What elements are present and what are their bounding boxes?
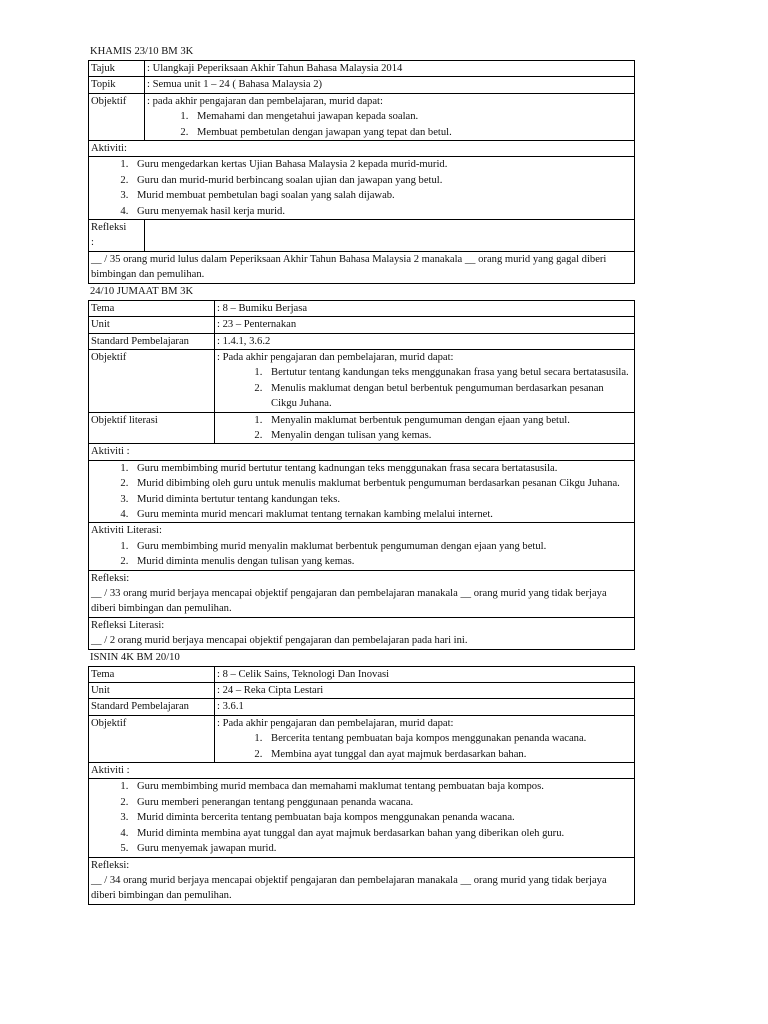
lesson1-row-aktiviti xyxy=(89,141,635,157)
objektif-intro: : pada akhir pengajaran dan pembelajaran, murid dapat: xyxy=(147,95,383,107)
lesson3-row-aktiviti xyxy=(89,763,635,779)
standard-value: : 3.6.1 xyxy=(215,699,635,715)
list-item: 1. Bercerita tentang pembuatan baja kompos menggunakan penanda wacana. xyxy=(265,731,632,746)
tema-value: : 8 – Celik Sains, Teknologi Dan Inovasi xyxy=(215,666,635,682)
aktiviti-cell xyxy=(89,141,635,157)
aktiviti-literasi-cell xyxy=(89,523,635,570)
objektif-intro: : Pada akhir pengajaran dan pembelajaran, murid dapat: xyxy=(217,717,454,729)
lesson3-row-standard xyxy=(89,699,635,715)
list-item: 2. Menyalin dengan tulisan yang kemas. xyxy=(265,428,632,443)
unit-value: : 23 – Penternakan xyxy=(215,317,635,333)
list-item: 2. Membuat pembetulan dengan jawapan yang tepat dan betul. xyxy=(191,125,632,140)
tema-label: Tema xyxy=(89,666,215,682)
refleksi-empty xyxy=(145,220,635,252)
lesson3-heading: ISNIN 4K BM 20/10 xyxy=(90,651,180,663)
list-item: 1. Guru membimbing murid menyalin maklumat berbentuk pengumuman dengan ejaan yang betul. xyxy=(131,539,632,554)
lesson2-row-tema xyxy=(89,300,635,316)
aktiviti-label: Aktiviti: xyxy=(91,143,127,155)
refleksi-literasi-label: Refleksi Literasi: xyxy=(91,619,165,631)
aktiviti-cell xyxy=(89,763,635,779)
lesson2-row-refleksi-literasi xyxy=(89,617,635,649)
standard-label: Standard Pembelajaran xyxy=(89,699,215,715)
lesson1-row-objektif xyxy=(89,93,635,140)
lesson3-row-tema xyxy=(89,666,635,682)
list-item: 1. Guru mengedarkan kertas Ujian Bahasa Malaysia 2 kepada murid-murid. xyxy=(131,157,632,172)
lesson1-heading: KHAMIS 23/10 BM 3K xyxy=(90,46,194,57)
aktiviti-items-cell xyxy=(89,157,635,220)
objektif-list xyxy=(217,731,632,762)
lesson-plan-page xyxy=(88,44,634,905)
lesson2-row-aktiviti-items xyxy=(89,460,635,523)
literasi-cell xyxy=(215,412,635,444)
aktiviti-list xyxy=(91,461,632,523)
list-item: 2. Guru memberi penerangan tentang penggunaan penanda wacana. xyxy=(131,795,632,810)
refleksi-cell xyxy=(89,570,635,617)
list-item: 3. Murid membuat pembetulan bagi soalan yang salah dijawab. xyxy=(131,188,632,203)
objektif-cell xyxy=(215,715,635,762)
lesson2-row-standard xyxy=(89,333,635,349)
list-item: 2. Murid diminta menulis dengan tulisan yang kemas. xyxy=(131,554,632,569)
list-item: 4. Guru menyemak hasil kerja murid. xyxy=(131,204,632,219)
aktiviti-literasi-list xyxy=(91,539,632,570)
objektif-list xyxy=(217,365,632,411)
lesson1-row-refleksi xyxy=(89,220,635,252)
lesson1-row-tajuk xyxy=(89,61,635,77)
aktiviti-list xyxy=(91,157,632,219)
lesson1-row-refleksi-text xyxy=(89,251,635,283)
unit-label: Unit xyxy=(89,317,215,333)
lesson2-heading: 24/10 JUMAAT BM 3K xyxy=(90,285,194,297)
list-item: 2. Murid dibimbing oleh guru untuk menulis maklumat berbentuk pengumuman berdasarkan pesanan Cikgu Juhana. xyxy=(131,476,632,491)
list-item: 2. Membina ayat tunggal dan ayat majmuk berdasarkan bahan. xyxy=(265,747,632,762)
list-item: 1. Menyalin maklumat berbentuk pengumuman dengan ejaan yang betul. xyxy=(265,413,632,428)
topik-label: Topik xyxy=(89,77,145,93)
list-item: 4. Guru meminta murid mencari maklumat tentang ternakan kambing melalui internet. xyxy=(131,507,632,522)
standard-label: Standard Pembelajaran xyxy=(89,333,215,349)
list-item: 3. Murid diminta bertutur tentang kandungan teks. xyxy=(131,492,632,507)
lesson2-row-unit xyxy=(89,317,635,333)
lesson2-row-objektif xyxy=(89,349,635,412)
aktiviti-list xyxy=(91,779,632,856)
refleksi-cell xyxy=(89,857,635,904)
lesson1-row-topik xyxy=(89,77,635,93)
lesson2-row-literasi xyxy=(89,412,635,444)
objektif-label: Objektif xyxy=(89,715,215,762)
list-item: 2. Menulis maklumat dengan betul berbentuk pengumuman berdasarkan pesanan Cikgu Juhana. xyxy=(265,381,632,412)
lesson3-row-objektif xyxy=(89,715,635,762)
refleksi-label: Refleksi xyxy=(91,222,127,234)
lesson2-row-aktiviti-literasi xyxy=(89,523,635,570)
list-item: 5. Guru menyemak jawapan murid. xyxy=(131,841,632,856)
aktiviti-cell xyxy=(89,444,635,460)
refleksi-literasi-cell xyxy=(89,617,635,649)
aktiviti-label: Aktiviti : xyxy=(91,446,130,458)
refleksi-label: Refleksi: xyxy=(91,572,130,584)
tajuk-label: Tajuk xyxy=(89,61,145,77)
objektif-label: Objektif xyxy=(89,93,145,140)
objektif-label: Objektif xyxy=(89,349,215,412)
lesson2-table xyxy=(88,300,635,650)
aktiviti-items-cell xyxy=(89,779,635,857)
refleksi-text: __ / 34 orang murid berjaya mencapai objektif pengajaran dan pembelajaran manakala __ orang murid yang tidak berjaya diberi bimbingan dan pemulihan. xyxy=(91,874,607,902)
lesson3-table xyxy=(88,666,635,905)
list-item: 4. Murid diminta membina ayat tunggal dan ayat majmuk berdasarkan bahan yang diberikan oleh guru. xyxy=(131,826,632,841)
refleksi-literasi-text: __ / 2 orang murid berjaya mencapai objektif pengajaran dan pembelajaran pada hari ini. xyxy=(91,635,468,647)
lesson2-row-aktiviti xyxy=(89,444,635,460)
lesson1-row-aktiviti-items xyxy=(89,157,635,220)
list-item: 3. Murid diminta bercerita tentang pembuatan baja kompos menggunakan penanda wacana. xyxy=(131,810,632,825)
list-item: 1. Bertutur tentang kandungan teks menggunakan frasa yang betul secara bertatasusila. xyxy=(265,365,632,380)
lesson3-row-aktiviti-items xyxy=(89,779,635,857)
standard-value: : 1.4.1, 3.6.2 xyxy=(215,333,635,349)
lesson3-row-refleksi xyxy=(89,857,635,904)
tajuk-value: : Ulangkaji Peperiksaan Akhir Tahun Bahasa Malaysia 2014 xyxy=(145,61,635,77)
literasi-label: Objektif literasi xyxy=(89,412,215,444)
objektif-cell xyxy=(215,349,635,412)
unit-label: Unit xyxy=(89,683,215,699)
objektif-intro: : Pada akhir pengajaran dan pembelajaran, murid dapat: xyxy=(217,351,454,363)
unit-value: : 24 – Reka Cipta Lestari xyxy=(215,683,635,699)
refleksi-text: __ / 35 orang murid lulus dalam Peperiksaan Akhir Tahun Bahasa Malaysia 2 manakala __ orang murid yang gagal diberi bimbingan dan pemulihan. xyxy=(89,251,635,283)
objektif-list xyxy=(147,109,632,140)
topik-value: : Semua unit 1 – 24 ( Bahasa Malaysia 2) xyxy=(145,77,635,93)
refleksi-colon: : xyxy=(91,237,94,249)
aktiviti-literasi-label: Aktiviti Literasi: xyxy=(91,525,162,537)
refleksi-label-cell xyxy=(89,220,145,252)
aktiviti-label: Aktiviti : xyxy=(91,765,130,777)
list-item: 1. Memahami dan mengetahui jawapan kepada soalan. xyxy=(191,109,632,124)
refleksi-label: Refleksi: xyxy=(91,859,130,871)
aktiviti-items-cell xyxy=(89,460,635,523)
literasi-list xyxy=(217,413,632,444)
objektif-cell xyxy=(145,93,635,140)
refleksi-text: __ / 33 orang murid berjaya mencapai objektif pengajaran dan pembelajaran manakala __ orang murid yang tidak berjaya diberi bimbingan dan pemulihan. xyxy=(91,588,607,615)
lesson2-row-refleksi xyxy=(89,570,635,617)
list-item: 1. Guru membimbing murid bertutur tentang kadnungan teks menggunakan frasa secara bertatasusila. xyxy=(131,461,632,476)
tema-label: Tema xyxy=(89,300,215,316)
lesson1-table xyxy=(88,60,635,284)
list-item: 2. Guru dan murid-murid berbincang soalan ujian dan jawapan yang betul. xyxy=(131,173,632,188)
tema-value: : 8 – Bumiku Berjasa xyxy=(215,300,635,316)
list-item: 1. Guru membimbing murid membaca dan memahami maklumat tentang pembuatan baja kompos. xyxy=(131,779,632,794)
lesson3-row-unit xyxy=(89,683,635,699)
